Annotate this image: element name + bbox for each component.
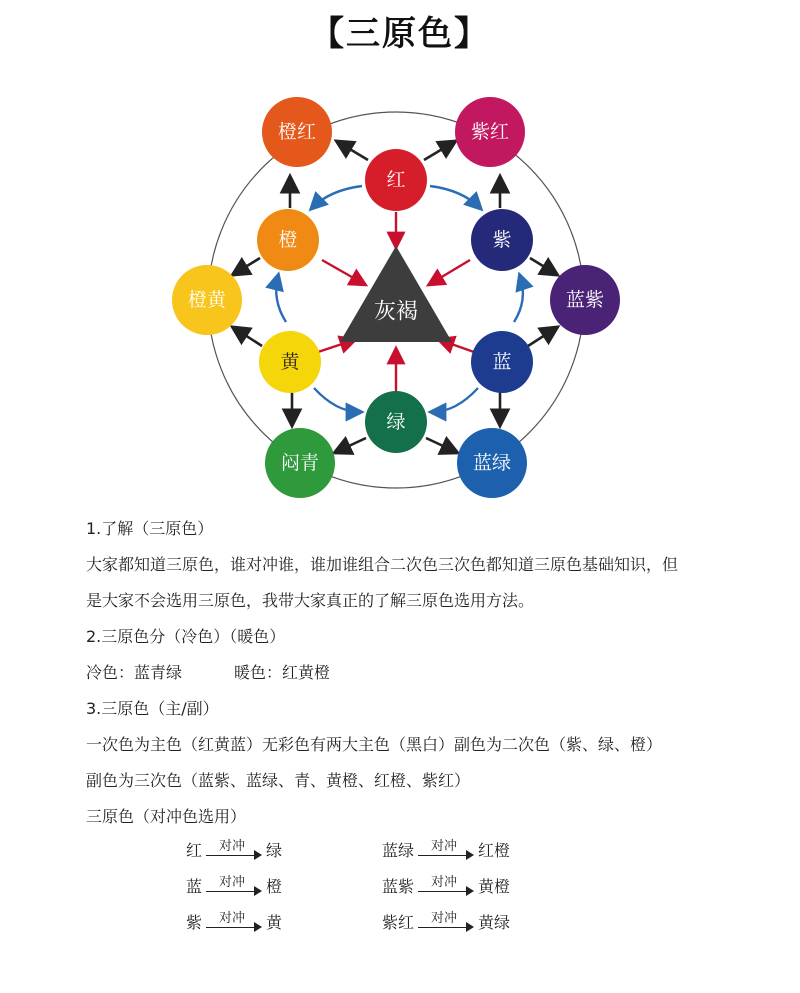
node-blue-green — [457, 428, 527, 498]
complement-pair: 蓝紫 对冲 黄橙 — [382, 875, 511, 896]
node-orange-red — [262, 97, 332, 167]
svg-text:橙黄: 橙黄 — [187, 289, 227, 311]
node-green — [365, 391, 427, 453]
complement-pair: 蓝绿 对冲 红橙 — [382, 839, 511, 860]
svg-text:蓝绿: 蓝绿 — [472, 452, 512, 474]
complement-pair: 紫 对冲 黄 — [186, 911, 283, 932]
svg-text:红: 红 — [386, 169, 406, 191]
section-2-heading: 2.三原色分（冷色）（暖色） — [86, 627, 286, 646]
svg-text:蓝: 蓝 — [492, 351, 512, 373]
section-1-line-2: 是大家不会选用三原色，我带大家真正的了解三原色选用方法。 — [86, 591, 535, 610]
complement-pair: 蓝 对冲 橙 — [186, 875, 283, 896]
svg-text:蓝紫: 蓝紫 — [565, 289, 605, 311]
arrow-icon: 对冲 — [416, 839, 476, 861]
node-yellow — [259, 331, 321, 393]
svg-text:黄: 黄 — [280, 351, 300, 373]
center-triangle — [340, 246, 452, 342]
node-red — [365, 149, 427, 211]
section-1-heading: 1.了解（三原色） — [86, 519, 214, 538]
node-purple — [471, 209, 533, 271]
node-orange — [257, 209, 319, 271]
arrow-icon: 对冲 — [416, 911, 476, 933]
node-orange-yellow — [172, 265, 242, 335]
arrow-icon: 对冲 — [204, 911, 264, 933]
section-3-line-1: 一次色为主色（红黄蓝）无彩色有两大主色（黑白）副色为二次色（紫、绿、橙） — [86, 735, 663, 754]
complement-pair: 紫红 对冲 黄绿 — [382, 911, 511, 932]
node-purple-red — [455, 97, 525, 167]
section-1-line-1: 大家都知道三原色，谁对冲谁，谁加谁组合二次色三次色都知道三原色基础知识，但 — [86, 555, 679, 574]
arrow-icon: 对冲 — [204, 839, 264, 861]
section-3-heading: 3.三原色（主/副） — [86, 699, 219, 718]
node-blue-purple — [550, 265, 620, 335]
section-3-line-2: 副色为三次色（蓝紫、蓝绿、青、黄橙、红橙、紫红） — [86, 771, 471, 790]
node-olive-green — [265, 428, 335, 498]
warm-colors: 暖色：红黄橙 — [234, 663, 331, 682]
section-4-heading: 三原色（对冲色选用） — [86, 807, 247, 826]
svg-text:橙: 橙 — [278, 229, 298, 251]
cold-colors: 冷色：蓝青绿 — [86, 663, 183, 682]
center-label: 灰褐 — [373, 299, 419, 325]
page-title: 【三原色】 — [310, 14, 490, 54]
svg-text:绿: 绿 — [386, 411, 406, 433]
svg-text:闷青: 闷青 — [280, 452, 320, 474]
arrow-icon: 对冲 — [416, 875, 476, 897]
svg-text:紫: 紫 — [492, 229, 512, 251]
arrow-icon: 对冲 — [204, 875, 264, 897]
node-blue — [471, 331, 533, 393]
svg-text:橙红: 橙红 — [277, 121, 317, 143]
complement-pair: 红 对冲 绿 — [186, 839, 283, 860]
svg-text:紫红: 紫红 — [470, 121, 510, 143]
